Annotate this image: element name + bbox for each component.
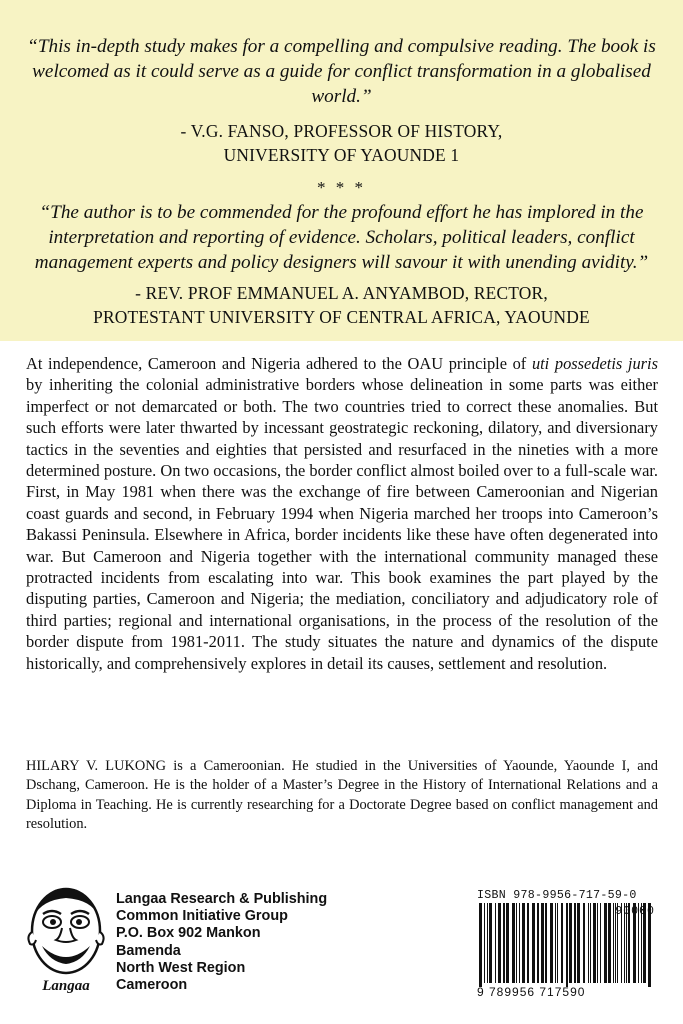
publisher-address [116, 891, 327, 994]
barcode-bar [588, 903, 589, 983]
book-description-lead: At independence, Cameroon and Nigeria adhered to the OAU principle of [26, 354, 532, 373]
barcode-bar [550, 903, 553, 983]
barcode-bar [503, 903, 505, 983]
latin-term: uti possedetis juris [531, 354, 658, 373]
barcode-bar [522, 903, 525, 983]
barcode-bar [557, 903, 558, 983]
barcode-bar [495, 903, 496, 983]
book-description-body: by inheriting the colonial administrative borders whose delineation in some parts was either imperfect or not demarcated or both. The two countries tried to correct these anomalies. But such efforts were later thwarted by incessant geostrategic reckoning, dilatory, and diversionary tactics in the seventies and eighties that persisted and resurfaced in the nineties with a more determined posture. On two occasions, the border conflict almost boiled over to a full-scale war. First, in May 1981 when there was the exchange of fire between Cameroonian and Nigerian coast guards and second, in February 1994 when Nigeria marched her troops into Cameroon’s Bakassi Peninsula. Elsewhere in Africa, border incidents like these have often degenerated into war. But Cameroon and Nigeria together with the international community managed these protracted incidents from escalating into war. This book examines the part played by the disputing parties, Cameroon and Nigeria; the mediation, conciliatory and adjudicatory role of third parties; regional and international organisations, in the process of the resolution of the border dispute from 1981-2011. The study situates the nature and dynamics of the dispute historically, and comprehensively explores in detail its causes, settlement and resolution. [26, 375, 658, 673]
barcode-bar [569, 903, 572, 983]
barcode-bar [479, 903, 482, 987]
endorsement-attribution-2-line1: - REV. PROF EMMANUEL A. ANYAMBOD, RECTOR, [135, 283, 548, 303]
barcode-bar [537, 903, 539, 983]
barcode-bar [566, 903, 568, 987]
barcode-bar [597, 903, 598, 983]
barcode-bar [613, 903, 614, 983]
barcode-bar [590, 903, 591, 983]
barcode-bar [506, 903, 509, 983]
publisher-region: North West Region [116, 959, 246, 976]
barcode-bar [593, 903, 596, 983]
barcode-bar [600, 903, 601, 983]
endorsement-panel [0, 0, 683, 341]
author-bio: HILARY V. LUKONG is a Cameroonian. He studied in the Universities of Yaounde, Yaounde I, and Dschang, Cameroon. He is the holder of a Master’s Degree in the History of International Relations and a Diploma in Teaching. He is currently researching for a Doctorate Degree based on conflict management and resolution. [26, 758, 658, 833]
barcode-bar [519, 903, 520, 983]
barcode-bar [608, 903, 611, 983]
publisher-logo-text: Langaa [42, 978, 90, 994]
barcode-bar [541, 903, 544, 983]
barcode-bar [487, 903, 488, 983]
ean-digits: 9 789956 717590 [477, 985, 586, 999]
endorsement-attribution-1-line2: UNIVERSITY OF YAOUNDE 1 [223, 145, 460, 165]
price-code: 90000 [615, 905, 655, 918]
barcode-bar [583, 903, 585, 983]
barcode-bar [545, 903, 547, 983]
barcode-bar [577, 903, 580, 983]
isbn-barcode [477, 889, 657, 999]
book-description [26, 353, 658, 674]
publisher-country: Cameroon [116, 977, 188, 994]
barcode-bar [555, 903, 556, 983]
barcode-bar [574, 903, 576, 983]
barcode-bar [561, 903, 563, 983]
publisher-po-box: P.O. Box 902 Mankon [116, 925, 261, 942]
endorsement-attribution-2-line2: PROTESTANT UNIVERSITY OF CENTRAL AFRICA, YAOUNDE [93, 307, 590, 327]
barcode-bar [604, 903, 607, 983]
barcode-bar [532, 903, 535, 983]
barcode-bar [498, 903, 501, 983]
barcode-bar [516, 903, 517, 983]
endorsement-quote-1: “This in-depth study makes for a compelling and compulsive reading. The book is welcomed as it could serve as a guide for conflict transformation in a globalised world.” [27, 36, 656, 107]
barcode-bar [527, 903, 529, 983]
barcode-bar [512, 903, 515, 983]
isbn-label: ISBN 978-9956-717-59-0 [477, 889, 637, 902]
publisher-logo [26, 886, 106, 996]
publisher-name: Langaa Research & Publishing [116, 891, 328, 907]
endorsement-quote-2: “The author is to be commended for the profound effort he has implored in the interpretation and reporting of evidence. Scholars, political leaders, conflict management experts and policy designers will savour it with unending avidity.” [34, 202, 649, 273]
publisher-group: Common Initiative Group [116, 908, 288, 925]
endorsement-separator: * * * [317, 178, 366, 197]
endorsement-attribution-1-line1: - V.G. FANSO, PROFESSOR OF HISTORY, [180, 121, 503, 141]
publisher-city: Bamenda [116, 942, 181, 959]
barcode-bar [484, 903, 485, 983]
barcode-bar [489, 903, 492, 983]
